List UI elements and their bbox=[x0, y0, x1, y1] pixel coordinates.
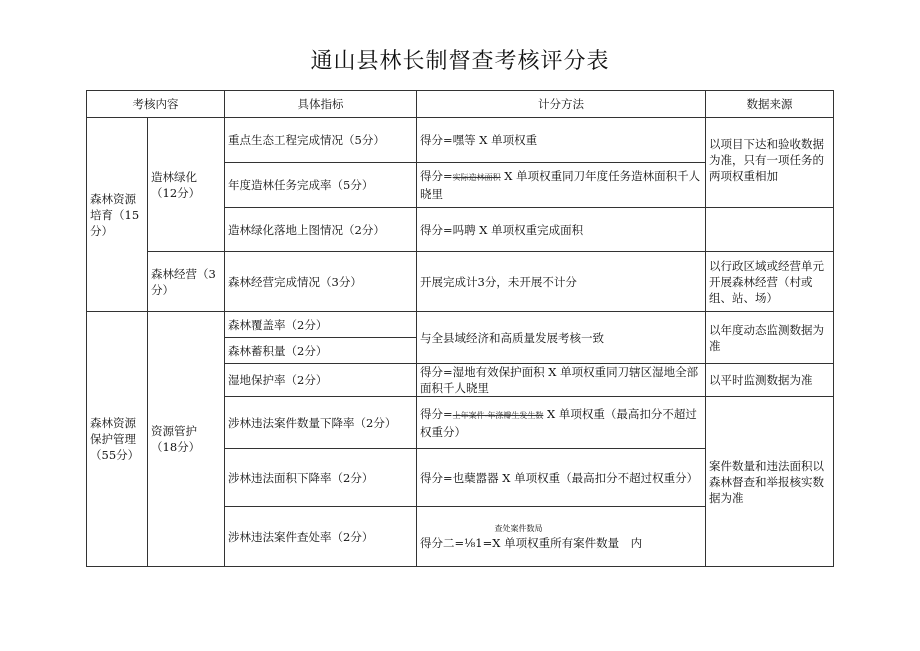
method-cell: 得分=吗聘 X 单项权重完成面积 bbox=[417, 208, 706, 252]
header-content: 考核内容 bbox=[87, 91, 225, 118]
indicator-cell: 重点生态工程完成情况（5分） bbox=[225, 118, 417, 163]
header-source: 数据来源 bbox=[706, 91, 834, 118]
indicator-cell: 涉林违法案件查处率（2分） bbox=[225, 507, 417, 567]
method-cell: 得分二 查处案件数局 =⅛1=X 单项权重所有案件数量 内 bbox=[417, 507, 706, 567]
source-cell: 以平时监测数据为准 bbox=[706, 364, 834, 397]
source-cell: 以行政区域或经营单元开展森林经营（村或组、站、场） bbox=[706, 252, 834, 312]
page-title: 通山县林长制督查考核评分表 bbox=[310, 49, 610, 74]
method-cell: 得分=湿地有效保护面积 X 单项权重同刀辖区湿地全部面积千人晓里 bbox=[417, 364, 706, 397]
indicator-cell: 湿地保护率（2分） bbox=[225, 364, 417, 397]
indicator-cell: 森林蓄积量（2分） bbox=[225, 338, 417, 364]
table-row bbox=[87, 312, 834, 338]
indicator-cell: 森林覆盖率（2分） bbox=[225, 312, 417, 338]
table-row bbox=[87, 118, 834, 163]
subgroup-label: 资源管护（18分） bbox=[148, 312, 225, 567]
table-row bbox=[87, 252, 834, 312]
source-cell: 案件数量和违法面积以森林督查和举报核实数据为准 bbox=[706, 397, 834, 567]
source-cell: 以项目下达和验收数据为准，只有一项任务的两项权重相加 bbox=[706, 118, 834, 208]
indicator-cell: 涉林违法面积下降率（2分） bbox=[225, 449, 417, 507]
header-row bbox=[87, 91, 834, 118]
method-cell: 得分=实际造林面积 X 单项权重同刀年度任务造林面积千人晓里 bbox=[417, 163, 706, 208]
header-indicator: 具体指标 bbox=[225, 91, 417, 118]
subgroup-label: 森林经营（3分） bbox=[148, 252, 225, 312]
method-cell: 与全县域经济和高质量发展考核一致 bbox=[417, 312, 706, 364]
indicator-cell: 涉林违法案件数量下降率（2分） bbox=[225, 397, 417, 449]
group-label: 森林资源保护管理（55分） bbox=[87, 312, 148, 567]
source-cell: 以年度动态监测数据为准 bbox=[706, 312, 834, 364]
indicator-cell: 森林经营完成情况（3分） bbox=[225, 252, 417, 312]
indicator-cell: 年度造林任务完成率（5分） bbox=[225, 163, 417, 208]
method-cell: 得分=上年案件-年涤瓣生发生数 X 单项权重（最高扣分不超过权重分） bbox=[417, 397, 706, 449]
subgroup-label: 造林绿化（12分） bbox=[148, 118, 225, 252]
group-label: 森林资源培育（15分） bbox=[87, 118, 148, 312]
method-cell: 得分=也蘖嚣器 X 单项权重（最高扣分不超过权重分） bbox=[417, 449, 706, 507]
header-method: 计分方法 bbox=[417, 91, 706, 118]
source-cell-empty bbox=[706, 208, 834, 252]
indicator-cell: 造林绿化落地上图情况（2分） bbox=[225, 208, 417, 252]
method-cell: 开展完成计3分，未开展不计分 bbox=[417, 252, 706, 312]
score-table bbox=[86, 90, 834, 567]
method-cell: 得分=嘿等 X 单项权重 bbox=[417, 118, 706, 163]
